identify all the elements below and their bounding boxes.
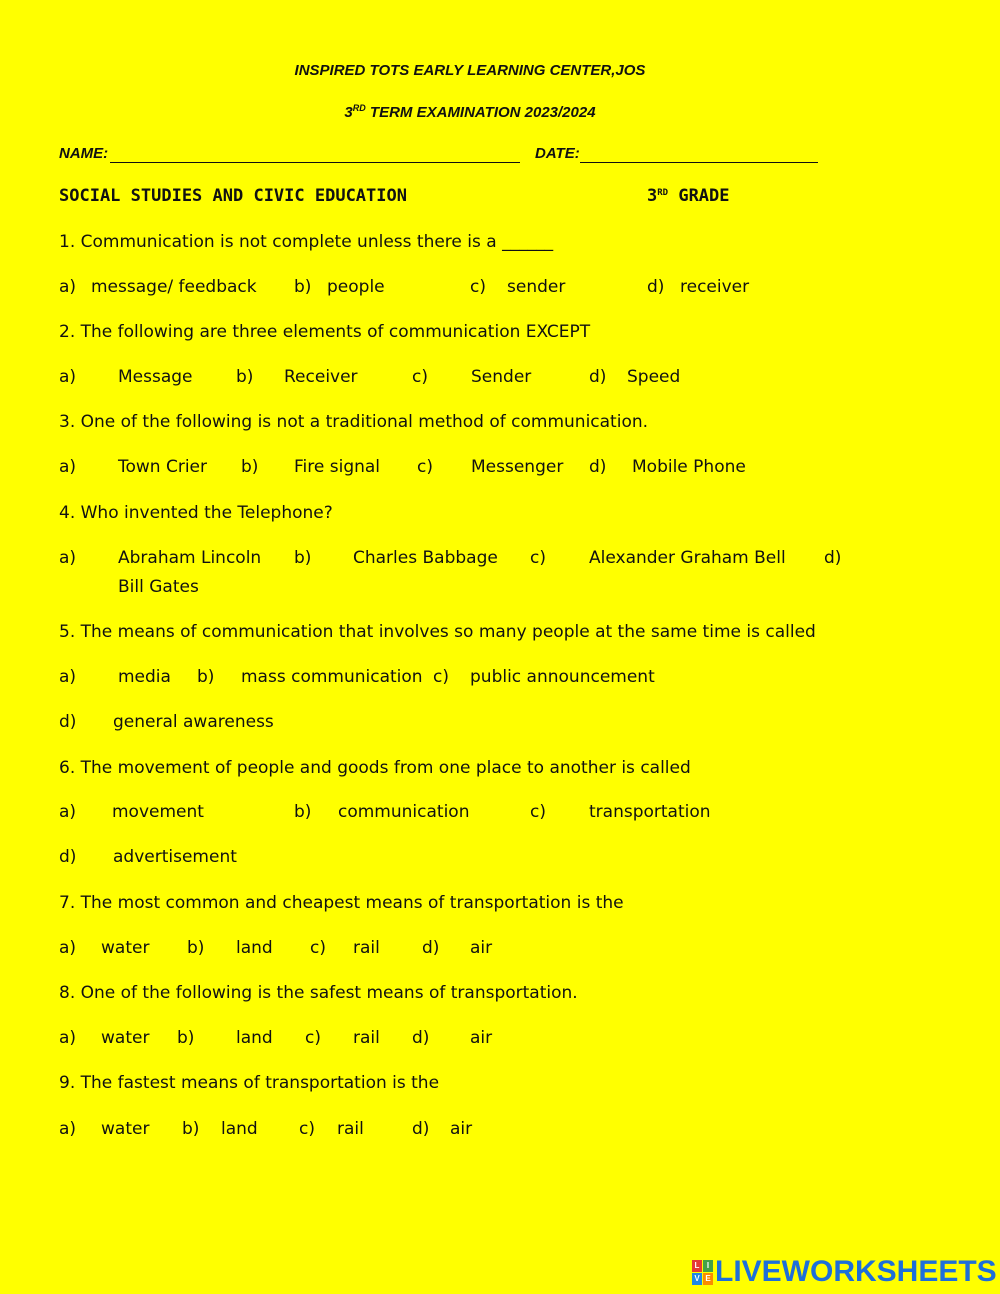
q2-option-a-letter: a)	[59, 367, 77, 387]
q9-option-c[interactable]: rail	[337, 1119, 364, 1139]
q5-option-c-letter: c)	[433, 667, 449, 687]
date-label: DATE:	[535, 145, 580, 162]
q6-option-b-letter: b)	[294, 802, 312, 822]
q7-option-c-letter: c)	[310, 938, 326, 958]
q5-option-a[interactable]: media	[118, 667, 171, 687]
question-6: 6. The movement of people and goods from one place to another is called	[59, 758, 691, 778]
q3-option-a[interactable]: Town Crier	[118, 457, 208, 477]
q4-option-d[interactable]: Bill Gates	[118, 577, 199, 597]
q6-option-d[interactable]: advertisement	[113, 847, 237, 867]
q6-option-d-letter: d)	[59, 847, 77, 867]
q8-option-a-letter: a)	[59, 1028, 77, 1048]
q1-option-b-letter: b)	[294, 277, 312, 297]
logo-text: LIVEWORKSHEETS	[715, 1255, 997, 1288]
q7-option-c[interactable]: rail	[353, 938, 380, 958]
q4-option-b-letter: b)	[294, 548, 312, 568]
name-label: NAME:	[59, 145, 109, 162]
q1-option-a-letter: a)	[59, 277, 77, 297]
q9-option-c-letter: c)	[299, 1119, 315, 1139]
question-9: 9. The fastest means of transportation is the	[59, 1073, 440, 1093]
question-4: 4. Who invented the Telephone?	[59, 503, 333, 523]
question-2: 2. The following are three elements of communication EXCEPT	[59, 322, 591, 342]
logo-grid-icon	[692, 1260, 713, 1285]
q8-option-d[interactable]: air	[470, 1028, 493, 1048]
q8-option-b[interactable]: land	[236, 1028, 273, 1048]
q4-option-c[interactable]: Alexander Graham Bell	[589, 548, 786, 568]
q8-option-c[interactable]: rail	[353, 1028, 380, 1048]
q4-option-a[interactable]: Abraham Lincoln	[118, 548, 262, 568]
q3-option-d[interactable]: Mobile Phone	[632, 457, 746, 477]
school-name: INSPIRED TOTS EARLY LEARNING CENTER,JOS	[294, 62, 646, 79]
q3-option-a-letter: a)	[59, 457, 77, 477]
q1-option-c-letter: c)	[470, 277, 486, 297]
q7-option-d-letter: d)	[422, 938, 440, 958]
logo-letter-e: E	[703, 1273, 713, 1285]
q3-option-c[interactable]: Messenger	[471, 457, 564, 477]
question-7: 7. The most common and cheapest means of transportation is the	[59, 893, 624, 913]
q8-option-c-letter: c)	[305, 1028, 321, 1048]
q2-option-d-letter: d)	[589, 367, 607, 387]
liveworksheets-logo	[692, 1255, 997, 1289]
date-field[interactable]	[580, 162, 818, 163]
q7-option-a[interactable]: water	[101, 938, 150, 958]
q8-option-d-letter: d)	[412, 1028, 430, 1048]
q7-option-b[interactable]: land	[236, 938, 273, 958]
q7-option-b-letter: b)	[187, 938, 205, 958]
q9-option-d[interactable]: air	[450, 1119, 473, 1139]
logo-letter-v: V	[692, 1273, 702, 1285]
q4-option-a-letter: a)	[59, 548, 77, 568]
q3-option-b-letter: b)	[241, 457, 259, 477]
q2-option-a[interactable]: Message	[118, 367, 193, 387]
q1-option-d-letter: d)	[647, 277, 665, 297]
q5-option-b-letter: b)	[197, 667, 215, 687]
question-5: 5. The means of communication that involves so many people at the same time is called	[59, 622, 816, 642]
q4-option-b[interactable]: Charles Babbage	[353, 548, 498, 568]
q2-option-d[interactable]: Speed	[627, 367, 681, 387]
q5-option-d[interactable]: general awareness	[113, 712, 274, 732]
logo-letter-i: I	[703, 1260, 713, 1272]
q2-option-c-letter: c)	[412, 367, 428, 387]
q4-option-d-letter: d)	[824, 548, 842, 568]
q6-option-c-letter: c)	[530, 802, 546, 822]
logo-letter-l: L	[692, 1260, 702, 1272]
subject-title: SOCIAL STUDIES AND CIVIC EDUCATION	[59, 186, 407, 206]
q1-option-a[interactable]: message/ feedback	[91, 277, 257, 297]
q1-option-d[interactable]: receiver	[680, 277, 750, 297]
q5-option-c[interactable]: public announcement	[470, 667, 655, 687]
q9-option-b-letter: b)	[182, 1119, 200, 1139]
q8-option-b-letter: b)	[177, 1028, 195, 1048]
question-3: 3. One of the following is not a traditional method of communication.	[59, 412, 649, 432]
q6-option-b[interactable]: communication	[338, 802, 470, 822]
q8-option-a[interactable]: water	[101, 1028, 150, 1048]
q5-option-b[interactable]: mass communication	[241, 667, 423, 687]
q9-option-b[interactable]: land	[221, 1119, 258, 1139]
q1-option-c[interactable]: sender	[507, 277, 566, 297]
q9-option-a[interactable]: water	[101, 1119, 150, 1139]
q2-option-c[interactable]: Sender	[471, 367, 532, 387]
q4-option-c-letter: c)	[530, 548, 546, 568]
q6-option-a[interactable]: movement	[112, 802, 204, 822]
q6-option-a-letter: a)	[59, 802, 77, 822]
q3-option-b[interactable]: Fire signal	[294, 457, 381, 477]
q3-option-d-letter: d)	[589, 457, 607, 477]
q6-option-c[interactable]: transportation	[589, 802, 711, 822]
q7-option-d[interactable]: air	[470, 938, 493, 958]
grade-title: 3RD GRADE	[647, 186, 730, 206]
q5-option-a-letter: a)	[59, 667, 77, 687]
q2-option-b-letter: b)	[236, 367, 254, 387]
q9-option-d-letter: d)	[412, 1119, 430, 1139]
q3-option-c-letter: c)	[417, 457, 433, 477]
q2-option-b[interactable]: Receiver	[284, 367, 358, 387]
question-1: 1. Communication is not complete unless there is a ______	[59, 232, 554, 252]
q1-option-b[interactable]: people	[327, 277, 385, 297]
name-line	[59, 145, 108, 162]
name-field[interactable]	[110, 162, 520, 163]
term-title: 3RD TERM EXAMINATION 2023/2024	[344, 103, 596, 121]
q7-option-a-letter: a)	[59, 938, 77, 958]
question-8: 8. One of the following is the safest means of transportation.	[59, 983, 578, 1003]
q9-option-a-letter: a)	[59, 1119, 77, 1139]
q5-option-d-letter: d)	[59, 712, 77, 732]
